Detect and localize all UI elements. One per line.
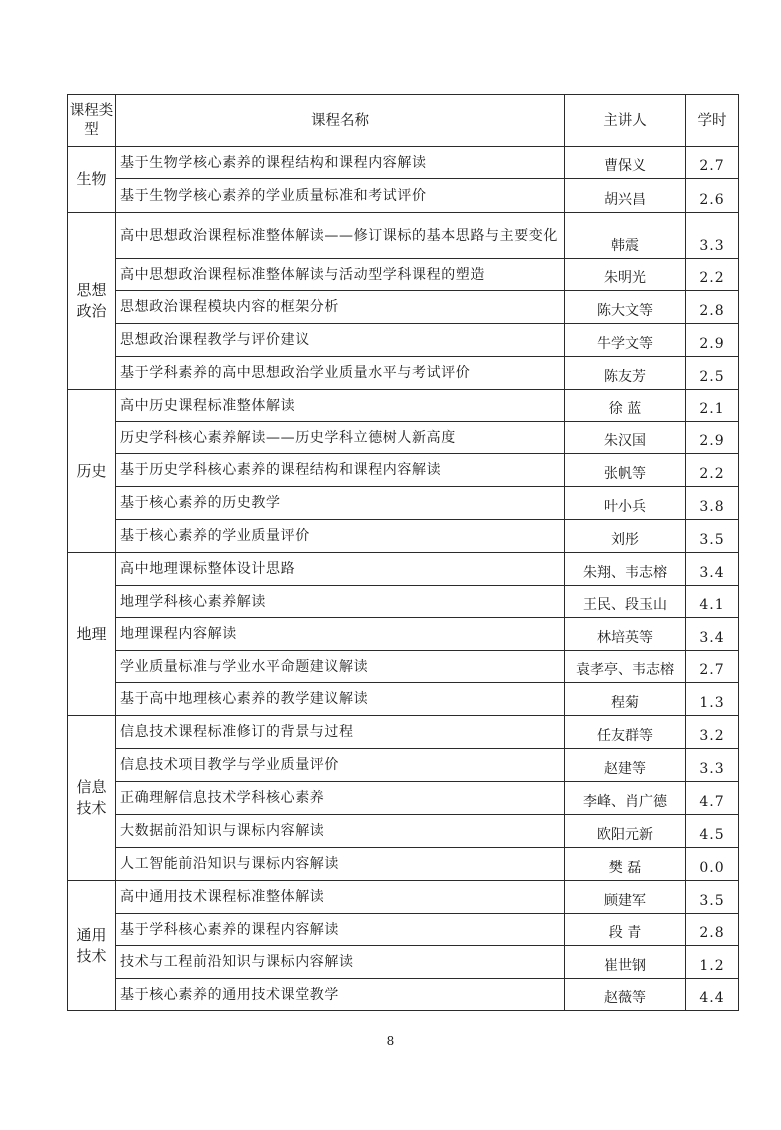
hours-cell: 3.3 <box>686 213 739 259</box>
lecturer-cell: 王民、段玉山 <box>565 586 686 618</box>
table-row <box>68 291 739 324</box>
course-name-cell: 基于学科核心素养的课程内容解读 <box>116 914 565 946</box>
hours-cell: 4.4 <box>686 979 739 1011</box>
table-row <box>68 259 739 291</box>
table-row <box>68 716 739 749</box>
lecturer-cell: 曹保义 <box>565 147 686 179</box>
table-row <box>68 487 739 520</box>
course-name-cell: 基于历史学科核心素养的课程结构和课程内容解读 <box>116 454 565 487</box>
course-name-cell: 人工智能前沿知识与课标内容解读 <box>116 848 565 881</box>
table-row <box>68 147 739 179</box>
hours-cell: 4.1 <box>686 586 739 618</box>
lecturer-cell: 刘彤 <box>565 520 686 553</box>
hours-cell: 3.8 <box>686 487 739 520</box>
hours-cell: 2.8 <box>686 914 739 946</box>
course-name-cell: 思想政治课程教学与评价建议 <box>116 324 565 357</box>
lecturer-cell: 程菊 <box>565 683 686 716</box>
course-name-cell: 学业质量标准与学业水平命题建议解读 <box>116 651 565 683</box>
hours-cell: 3.3 <box>686 749 739 782</box>
hours-cell: 2.2 <box>686 259 739 291</box>
course-name-cell: 基于高中地理核心素养的教学建议解读 <box>116 683 565 716</box>
page-number: 8 <box>386 1034 395 1048</box>
course-name-cell: 大数据前沿知识与课标内容解读 <box>116 815 565 848</box>
table-row <box>68 651 739 683</box>
course-type-cell: 信息技术 <box>68 716 116 881</box>
lecturer-cell: 林培英等 <box>565 618 686 651</box>
course-name-cell: 信息技术项目教学与学业质量评价 <box>116 749 565 782</box>
hours-cell: 2.6 <box>686 179 739 213</box>
lecturer-cell: 樊 磊 <box>565 848 686 881</box>
hours-cell: 1.2 <box>686 946 739 979</box>
lecturer-cell: 胡兴昌 <box>565 179 686 213</box>
course-name-cell: 高中思想政治课程标准整体解读——修订课标的基本思路与主要变化 <box>116 213 565 259</box>
course-table <box>67 94 739 1011</box>
lecturer-cell: 牛学文等 <box>565 324 686 357</box>
header-row <box>68 95 739 147</box>
course-name-cell: 基于学科素养的高中思想政治学业质量水平与考试评价 <box>116 357 565 390</box>
table-row <box>68 683 739 716</box>
hours-cell: 2.1 <box>686 390 739 422</box>
course-name-cell: 基于核心素养的历史教学 <box>116 487 565 520</box>
hours-cell: 2.8 <box>686 291 739 324</box>
lecturer-cell: 袁孝亭、韦志榕 <box>565 651 686 683</box>
course-name-cell: 基于核心素养的学业质量评价 <box>116 520 565 553</box>
header-course-name: 课程名称 <box>116 95 565 147</box>
table-row <box>68 979 739 1011</box>
header-hours: 学时 <box>686 95 739 147</box>
course-name-cell: 地理学科核心素养解读 <box>116 586 565 618</box>
table-row <box>68 520 739 553</box>
table-row <box>68 914 739 946</box>
table-row <box>68 618 739 651</box>
hours-cell: 0.0 <box>686 848 739 881</box>
hours-cell: 4.7 <box>686 782 739 815</box>
lecturer-cell: 朱翔、韦志榕 <box>565 553 686 586</box>
lecturer-cell: 顾建军 <box>565 881 686 914</box>
table-row <box>68 881 739 914</box>
course-type-cell: 地理 <box>68 553 116 716</box>
table-row <box>68 390 739 422</box>
hours-cell: 3.4 <box>686 618 739 651</box>
table-row <box>68 586 739 618</box>
hours-cell: 3.2 <box>686 716 739 749</box>
course-type-cell: 生物 <box>68 147 116 213</box>
lecturer-cell: 李峰、肖广德 <box>565 782 686 815</box>
table-row <box>68 848 739 881</box>
lecturer-cell: 陈友芳 <box>565 357 686 390</box>
table-row <box>68 324 739 357</box>
course-name-cell: 思想政治课程模块内容的框架分析 <box>116 291 565 324</box>
course-name-cell: 技术与工程前沿知识与课标内容解读 <box>116 946 565 979</box>
table-row <box>68 213 739 259</box>
hours-cell: 2.5 <box>686 357 739 390</box>
table-row <box>68 782 739 815</box>
hours-cell: 2.2 <box>686 454 739 487</box>
course-name-cell: 高中地理课标整体设计思路 <box>116 553 565 586</box>
hours-cell: 2.7 <box>686 651 739 683</box>
table-header <box>68 95 739 147</box>
hours-cell: 2.9 <box>686 422 739 454</box>
hours-cell: 3.4 <box>686 553 739 586</box>
table-row <box>68 749 739 782</box>
hours-cell: 1.3 <box>686 683 739 716</box>
table-row <box>68 454 739 487</box>
hours-cell: 3.5 <box>686 520 739 553</box>
header-course-type: 课程类型 <box>68 95 116 147</box>
hours-cell: 3.5 <box>686 881 739 914</box>
course-name-cell: 高中思想政治课程标准整体解读与活动型学科课程的塑造 <box>116 259 565 291</box>
table-row <box>68 422 739 454</box>
lecturer-cell: 朱明光 <box>565 259 686 291</box>
course-name-cell: 高中历史课程标准整体解读 <box>116 390 565 422</box>
course-name-cell: 基于生物学核心素养的课程结构和课程内容解读 <box>116 147 565 179</box>
course-name-cell: 地理课程内容解读 <box>116 618 565 651</box>
lecturer-cell: 陈大文等 <box>565 291 686 324</box>
course-name-cell: 信息技术课程标准修订的背景与过程 <box>116 716 565 749</box>
hours-cell: 4.5 <box>686 815 739 848</box>
lecturer-cell: 赵建等 <box>565 749 686 782</box>
course-type-cell: 通用技术 <box>68 881 116 1011</box>
lecturer-cell: 徐 蓝 <box>565 390 686 422</box>
table-row <box>68 946 739 979</box>
lecturer-cell: 叶小兵 <box>565 487 686 520</box>
table-row <box>68 815 739 848</box>
lecturer-cell: 韩震 <box>565 213 686 259</box>
lecturer-cell: 欧阳元新 <box>565 815 686 848</box>
hours-cell: 2.7 <box>686 147 739 179</box>
course-name-cell: 历史学科核心素养解读——历史学科立德树人新高度 <box>116 422 565 454</box>
course-type-cell: 思想政治 <box>68 213 116 390</box>
table-row <box>68 357 739 390</box>
lecturer-cell: 崔世钢 <box>565 946 686 979</box>
course-name-cell: 基于核心素养的通用技术课堂教学 <box>116 979 565 1011</box>
lecturer-cell: 任友群等 <box>565 716 686 749</box>
lecturer-cell: 张帆等 <box>565 454 686 487</box>
course-name-cell: 正确理解信息技术学科核心素养 <box>116 782 565 815</box>
course-type-cell: 历史 <box>68 390 116 553</box>
lecturer-cell: 赵薇等 <box>565 979 686 1011</box>
course-name-cell: 基于生物学核心素养的学业质量标准和考试评价 <box>116 179 565 213</box>
course-name-cell: 高中通用技术课程标准整体解读 <box>116 881 565 914</box>
table-body <box>68 147 739 1011</box>
lecturer-cell: 朱汉国 <box>565 422 686 454</box>
table-row <box>68 179 739 213</box>
hours-cell: 2.9 <box>686 324 739 357</box>
lecturer-cell: 段 青 <box>565 914 686 946</box>
header-lecturer: 主讲人 <box>565 95 686 147</box>
table-row <box>68 553 739 586</box>
